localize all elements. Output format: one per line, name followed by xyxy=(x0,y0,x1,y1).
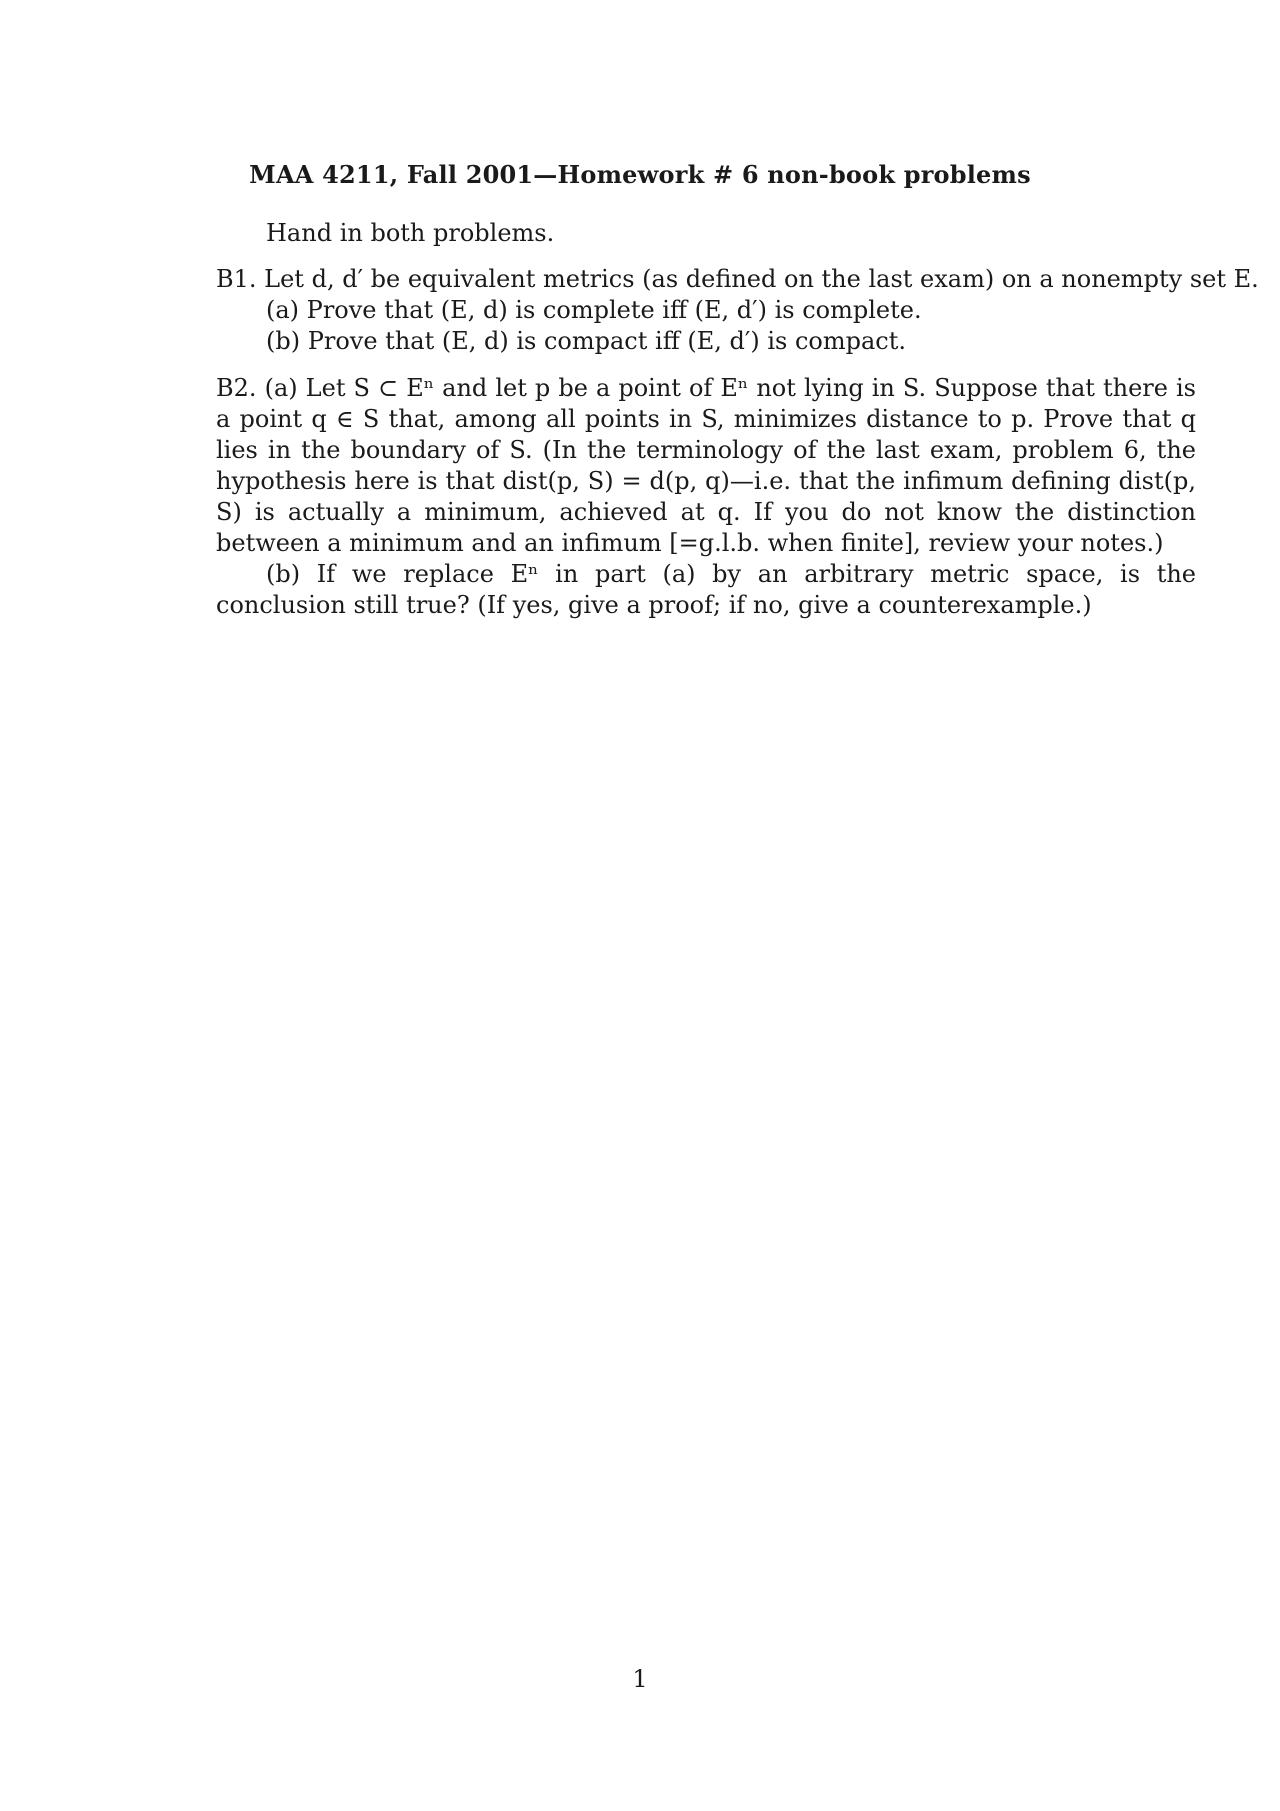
problem-b1-part-b: (b) Prove that (E, d) is compact iff (E, d′) is compact. xyxy=(266,327,906,355)
problem-b2-part-b: (b) If we replace Eⁿ in part (a) by an arbitrary metric space, is the conclusion still true? (If yes, give a proof; if no, give a counterexample.) xyxy=(216,560,1196,619)
problem-b2-part-a: B2. (a) Let S ⊂ Eⁿ and let p be a point of Eⁿ not lying in S. Suppose that there is a point q ∈ S that, among all points in S, minimizes distance to p. Prove that q lies in the boundary of S. (In the terminology of the last exam, problem 6, the hypothesis here is that dist(p, S) = d(p, q)—i.e. that the infimum defining dist(p, S) is actually a minimum, achieved at q. If you do not know the distinction between a minimum and an infimum [=g.l.b. when finite], review your notes.) xyxy=(216,374,1196,557)
page-number: 1 xyxy=(632,1665,648,1693)
page-title: MAA 4211, Fall 2001—Homework # 6 non-book problems xyxy=(249,160,1031,189)
problem-b1 xyxy=(216,264,1259,357)
problem-b1-statement: B1. Let d, d′ be equivalent metrics (as defined on the last exam) on a nonempty set E. xyxy=(216,265,1259,293)
intro-text: Hand in both problems. xyxy=(266,219,555,247)
problem-b2 xyxy=(216,373,1196,621)
problem-b1-part-a: (a) Prove that (E, d) is complete iff (E, d′) is complete. xyxy=(266,296,922,324)
